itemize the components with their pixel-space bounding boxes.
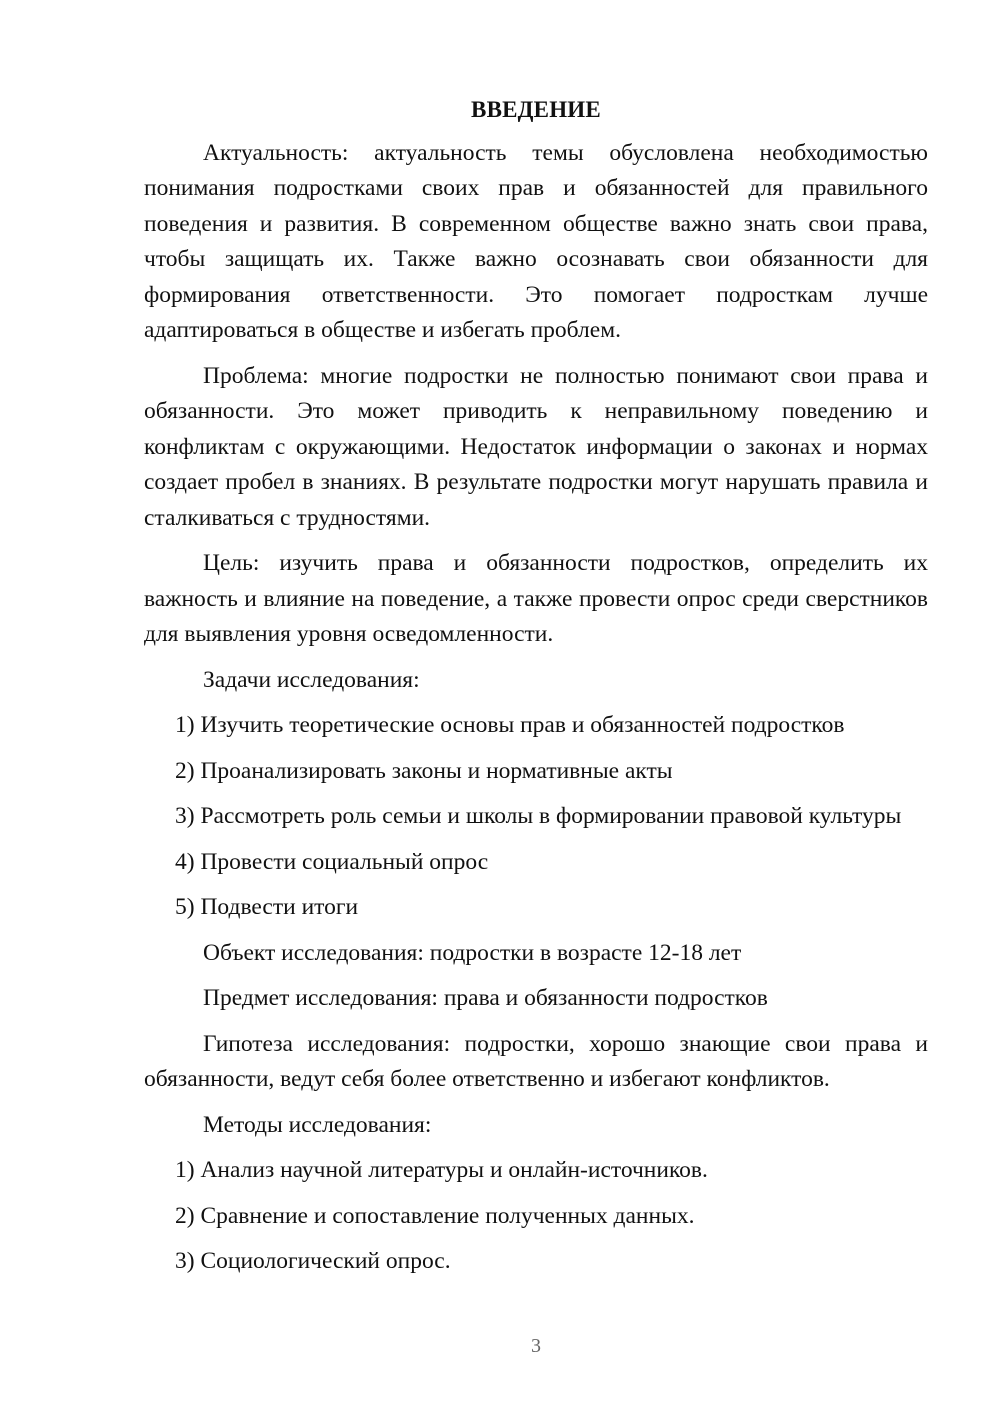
research-subject: Предмет исследования: права и обязанности подростков [203,985,768,1011]
research-hypothesis: Гипотеза исследования: подростки, хорошо знающие свои права и обязанности, ведут себя более ответственно и избегают конфликтов. [144,1030,928,1092]
methods-heading: Методы исследования: [203,1111,432,1138]
task-item: 4) Провести социальный опрос [175,848,489,875]
method-item: 3) Социологический опрос. [175,1248,451,1274]
document-body [144,92,928,1290]
relevance-paragraph: Актуальность: актуальность темы обусловлена необходимостью понимания подростками своих прав и обязанностей для правильного поведения и развития. В современном обществе важно знать свои права, чтобы защищать их. Также важно осознавать свои обязанности для формирования ответственности. Это помогает подросткам лучше адаптироваться в обществе и избегать проблем. [144,139,928,343]
goal-paragraph: Цель: изучить права и обязанности подростков, определить их важность и влияние на поведение, а также провести опрос среди сверстников для выявления уровня осведомленности. [144,550,928,647]
problem-paragraph: Проблема: многие подростки не полностью понимают свои права и обязанности. Это может приводить к неправильному поведению и конфликтам с окружающими. Недостаток информации о законах и нормах создает пробел в знаниях. В результате подростки могут нарушать правила и сталкиваться с трудностями. [144,362,928,531]
task-item: 3) Рассмотреть роль семьи и школы в формировании правовой культуры [175,803,902,829]
research-object: Объект исследования: подростки в возрасте 12-18 лет [203,939,742,966]
task-item: 5) Подвести итоги [175,894,359,920]
task-item: 1) Изучить теоретические основы прав и обязанностей подростков [175,712,845,738]
method-item: 2) Сравнение и сопоставление полученных данных. [175,1202,695,1229]
task-item: 2) Проанализировать законы и нормативные акты [175,757,673,784]
page-number: 3 [531,1335,541,1357]
tasks-heading: Задачи исследования: [203,666,420,693]
section-title: ВВЕДЕНИЕ [471,97,601,122]
method-item: 1) Анализ научной литературы и онлайн-источников. [175,1157,708,1183]
